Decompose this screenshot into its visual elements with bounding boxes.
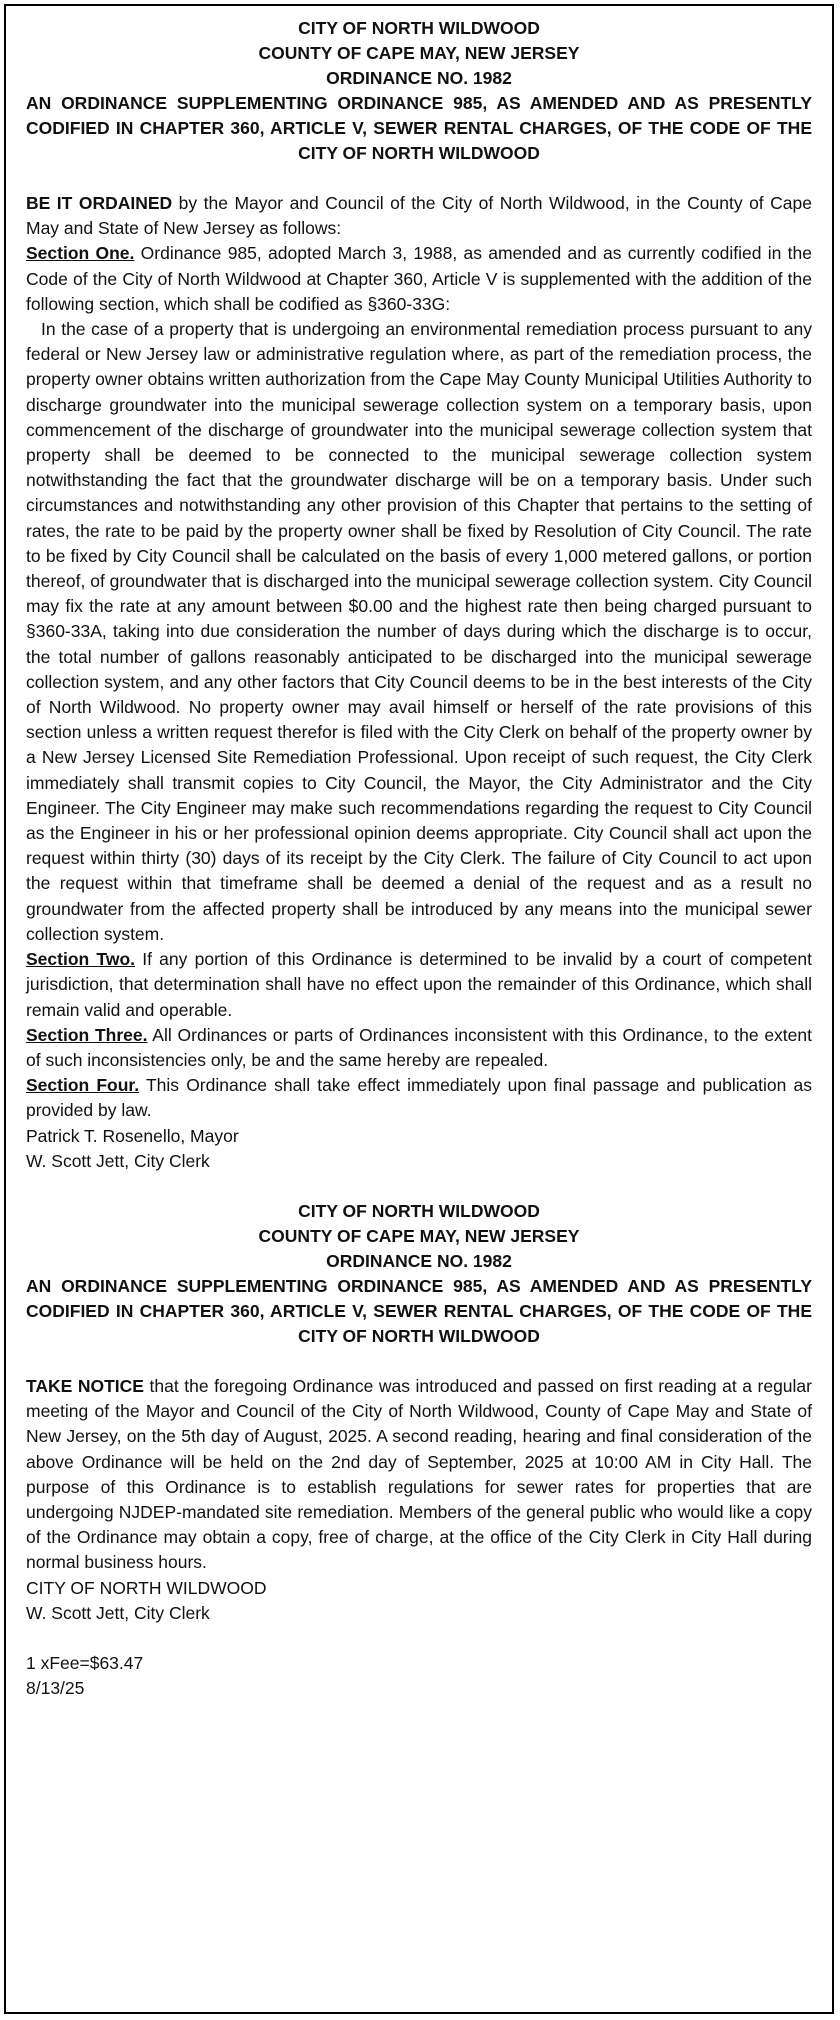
notice-text: that the foregoing Ordinance was introduced and passed on first reading at a regular meeting of the Mayor and Council of the City of North Wildwood, County of Cape May and State of New Jersey, on the 5th day of August, 2025. A second reading, hearing and final consideration of the above Ordinance will be held on the 2nd day of September, 2025 at 10:00 AM in City Hall. The purpose of this Ordinance is to establish regulations for sewer rates for properties that are undergoing NJDEP-mandated site remediation. Members of the general public who would like a copy of the Ordinance may obtain a copy, free of charge, at the office of the City Clerk in City Hall during normal business hours.	[26, 1375, 812, 1573]
notice-heading-city: CITY OF NORTH WILDWOOD	[298, 1200, 540, 1221]
section-one-label: Section One.	[26, 243, 135, 264]
clerk-signature: W. Scott Jett, City Clerk	[26, 1150, 210, 1171]
section-two-text: If any portion of this Ordinance is determined to be invalid by a court of competent jurisdiction, that determination shall have no effect upon the remainder of this Ordinance, which shall remain valid and operable.	[26, 949, 812, 1020]
notice-paragraph	[26, 1374, 812, 1576]
notice-heading-number: ORDINANCE NO. 1982	[326, 1250, 512, 1271]
section-four	[26, 1073, 812, 1123]
notice-heading-title: AN ORDINANCE SUPPLEMENTING ORDINANCE 985, AS AMENDED AND AS PRESENTLY CODIFIED IN CHAPTER 360, ARTICLE V, SEWER RENTAL CHARGES, OF THE CODE OF THE CITY OF NORTH WILDWOOD	[26, 1275, 812, 1346]
fee-line: 1 xFee=$63.47	[26, 1652, 144, 1673]
section-three-text: All Ordinances or parts of Ordinances inconsistent with this Ordinance, to the extent of such inconsistencies only, be and the same hereby are repealed.	[26, 1024, 812, 1070]
notice-heading-county: COUNTY OF CAPE MAY, NEW JERSEY	[258, 1225, 580, 1246]
billing-footer	[26, 1651, 812, 1701]
mayor-signature: Patrick T. Rosenello, Mayor	[26, 1125, 239, 1146]
ordained-paragraph	[26, 191, 812, 241]
ordinance-heading	[26, 16, 812, 166]
section-four-label: Section Four.	[26, 1075, 140, 1096]
section-one-body: In the case of a property that is undergoing an environmental remediation process pursuant to any federal or New Jersey law or administrative regulation where, as part of the remediation process, the property owner obtains written authorization from the Cape May County Municipal Utilities Authority to discharge groundwater into the municipal sewerage collection system on a temporary basis, upon commencement of the discharge of groundwater into the municipal sewerage collection system that property shall be deemed to be connected to the municipal sewerage collection system notwithstanding the fact that the groundwater discharge will be on a temporary basis. Under such circumstances and notwithstanding any other provision of this Chapter that pertains to the setting of rates, the rate to be paid by the property owner shall be fixed by Resolution of City Council. The rate to be fixed by City Council shall be calculated on the basis of every 1,000 metered gallons, or portion thereof, of groundwater that is discharged into the municipal sewerage collection system. City Council may fix the rate at any amount between $0.00 and the highest rate then being charged pursuant to §360-33A, taking into due consideration the number of days during which the discharge is to occur, the total number of gallons reasonably anticipated to be discharged into the municipal sewerage collection system, and any other factors that City Council deems to be in the best interests of the City of North Wildwood. No property owner may avail himself or herself of the rate provisions of this section unless a written request therefor is filed with the City Clerk on behalf of the property owner by a New Jersey Licensed Site Remediation Professional. Upon receipt of such request, the City Clerk immediately shall transmit copies to City Council, the Mayor, the City Administrator and the City Engineer. The City Engineer may make such recommendations regarding the request to City Council as the Engineer in his or her professional opinion deems appropriate. City Council shall act upon the request within thirty (30) days of its receipt by the City Clerk. The failure of City Council to act upon the request within that timeframe shall be deemed a denial of the request and as a result no groundwater from the affected property shall be introduced by any means into the municipal sewer collection system.	[26, 319, 812, 944]
section-three	[26, 1023, 812, 1073]
heading-city: CITY OF NORTH WILDWOOD	[298, 18, 540, 38]
publication-date: 8/13/25	[26, 1678, 85, 1699]
ordained-lead: BE IT ORDAINED	[26, 193, 173, 213]
section-three-label: Section Three.	[26, 1024, 148, 1045]
notice-lead: TAKE NOTICE	[26, 1375, 144, 1396]
notice-heading	[26, 1199, 812, 1349]
heading-number: ORDINANCE NO. 1982	[326, 68, 512, 88]
ordained-text: by the Mayor and Council of the City of North Wildwood, in the County of Cape May and State of New Jersey as follows:	[26, 193, 812, 239]
section-two	[26, 947, 812, 1023]
heading-county: COUNTY OF CAPE MAY, NEW JERSEY	[258, 43, 580, 63]
section-one-text: Ordinance 985, adopted March 3, 1988, as amended and as currently codified in the Code of the City of North Wildwood at Chapter 360, Article V is supplemented with the addition of the following section, which shall be codified as §360-33G:	[26, 243, 812, 314]
notice-city-signature: CITY OF NORTH WILDWOOD	[26, 1577, 267, 1598]
legal-notice	[4, 4, 834, 2014]
ordinance-body	[26, 191, 812, 1174]
section-two-label: Section Two.	[26, 949, 135, 970]
section-four-text: This Ordinance shall take effect immediately upon final passage and publication as provided by law.	[26, 1075, 812, 1121]
section-one	[26, 241, 812, 317]
heading-title: AN ORDINANCE SUPPLEMENTING ORDINANCE 985, AS AMENDED AND AS PRESENTLY CODIFIED IN CHAPTER 360, ARTICLE V, SEWER RENTAL CHARGES, OF THE CODE OF THE CITY OF NORTH WILDWOOD	[26, 93, 812, 163]
notice-clerk-signature: W. Scott Jett, City Clerk	[26, 1602, 210, 1623]
spacer	[26, 1174, 812, 1199]
notice-body	[26, 1374, 812, 1626]
